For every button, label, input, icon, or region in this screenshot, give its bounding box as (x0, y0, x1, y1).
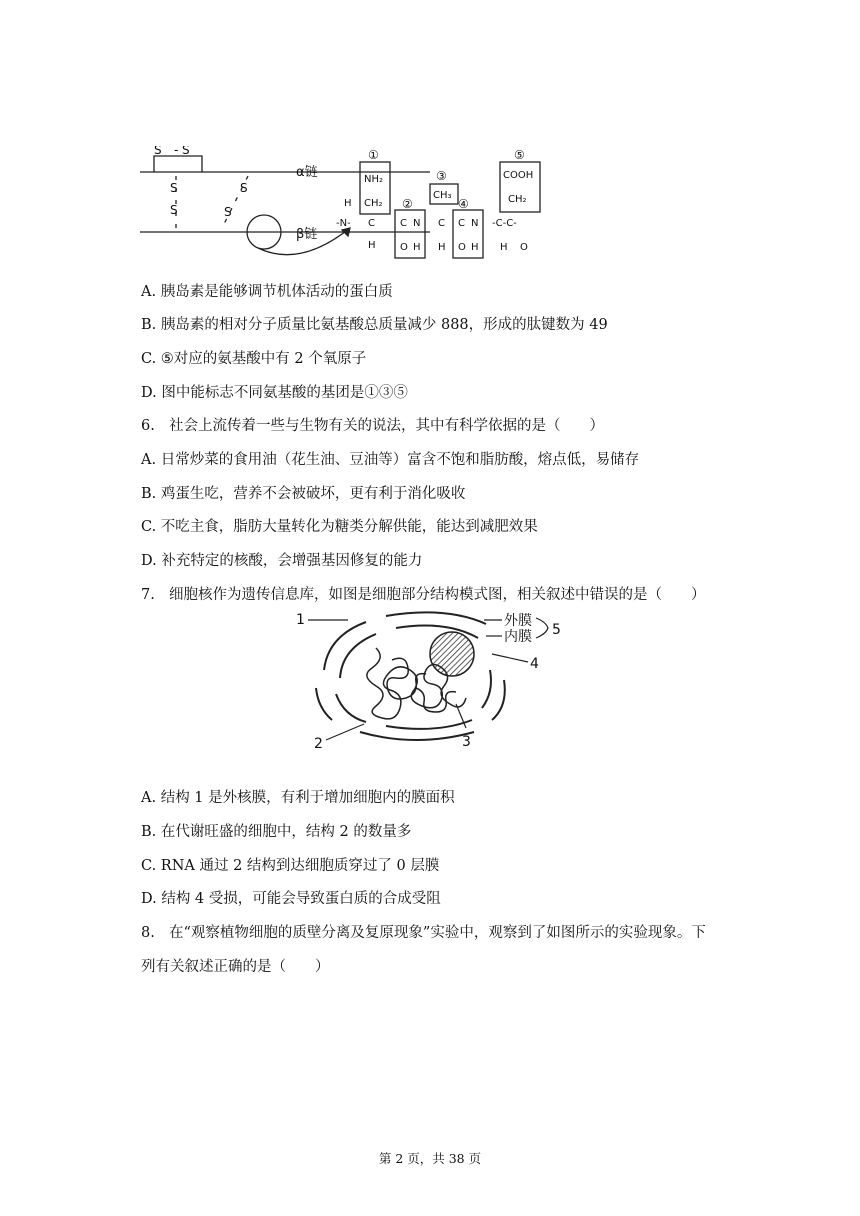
q5-option-a: A. 胰岛素是能够调节机体活动的蛋白质 (141, 284, 393, 300)
label-5: 5 (552, 622, 561, 638)
svg-text:N: N (471, 218, 479, 229)
marker-5: ⑤ (514, 148, 525, 162)
label-3: 3 (462, 734, 471, 750)
q8-stem-line2: 列有关叙述正确的是（ ） (141, 959, 330, 975)
svg-text:S: S (182, 146, 190, 157)
q7-number: 7. (141, 587, 155, 603)
q8-stem-line1: 在“观察植物细胞的质壁分离及复原现象”实验中，观察到了如图所示的实验现象。下 (169, 925, 706, 941)
marker-3: ③ (436, 169, 447, 183)
q8-number: 8. (141, 925, 155, 941)
svg-text:CH₂: CH₂ (508, 194, 527, 205)
outer-membrane-segment (324, 622, 366, 670)
svg-text:S: S (170, 203, 178, 217)
brace-5 (536, 618, 548, 638)
label-2: 2 (314, 736, 323, 750)
q7-stem (141, 585, 706, 605)
svg-text:COOH: COOH (503, 170, 534, 181)
s-label: S (154, 146, 162, 157)
svg-text:C: C (400, 218, 407, 229)
svg-text:H: H (344, 198, 352, 209)
q5-option-b: B. 胰岛素的相对分子质量比氨基酸总质量减少 888，形成的肽键数为 49 (141, 317, 608, 333)
beta-chain-label: β链 (296, 227, 318, 242)
marker-4: ④ (458, 197, 469, 211)
q6-option-b: B. 鸡蛋生吃，营养不会被破坏，更有利于消化吸收 (141, 486, 466, 502)
alpha-chain-label: α链 (296, 165, 318, 180)
svg-text:-C-C-: -C-C- (492, 218, 517, 229)
svg-text:CH₃: CH₃ (433, 190, 452, 201)
svg-text:CH₂: CH₂ (364, 198, 383, 209)
svg-text:H: H (500, 242, 508, 253)
q6-option-a: A. 日常炒菜的食用油（花生油、豆油等）富含不饱和脂肪酸，熔点低，易储存 (141, 452, 640, 468)
q7-option-b: B. 在代谢旺盛的细胞中，结构 2 的数量多 (141, 824, 412, 840)
q6-option-c: C. 不吃主食，脂肪大量转化为糖类分解供能，能达到减肥效果 (141, 519, 538, 535)
svg-text:-N-: -N- (336, 218, 351, 229)
svg-text:C: C (368, 218, 375, 229)
label-1: 1 (296, 612, 305, 628)
svg-text:S: S (170, 181, 178, 195)
svg-text:O: O (520, 242, 528, 253)
nucleus-figure (296, 608, 576, 750)
svg-text:H: H (471, 242, 479, 253)
q7-option-d: D. 结构 4 受损，可能会导致蛋白质的合成受阻 (141, 891, 441, 907)
insulin-structure-figure (140, 146, 550, 264)
marker-1: ① (368, 148, 379, 162)
svg-text:C: C (458, 218, 465, 229)
svg-text:H: H (368, 240, 376, 251)
q7-option-a: A. 结构 1 是外核膜，有利于增加细胞内的膜面积 (141, 790, 455, 806)
nucleolus (430, 632, 474, 676)
svg-text:NH₂: NH₂ (364, 174, 384, 185)
label-4: 4 (530, 656, 539, 672)
marker-2: ② (402, 197, 413, 211)
svg-text:S: S (240, 181, 248, 195)
q7-option-c: C. RNA 通过 2 结构到达细胞质穿过了 0 层膜 (141, 858, 440, 874)
inner-membrane-segment (340, 634, 376, 678)
svg-text:S: S (224, 205, 232, 219)
svg-text:-: - (174, 146, 179, 157)
q5-option-c: C. ⑤对应的氨基酸中有 2 个氧原子 (141, 351, 367, 367)
q6-stem (141, 416, 604, 436)
svg-text:H: H (413, 242, 421, 253)
svg-text:N: N (413, 218, 421, 229)
label-inner-membrane: 内膜 (504, 629, 532, 645)
q8-stem (141, 923, 706, 943)
svg-text:O: O (458, 242, 466, 253)
svg-text:O: O (400, 242, 408, 253)
q6-option-d: D. 补充特定的核酸，会增强基因修复的能力 (141, 553, 423, 569)
q7-stem-text: 细胞核作为遗传信息库，如图是细胞部分结构模式图，相关叙述中错误的是（ ） (169, 587, 706, 603)
svg-text:C: C (438, 218, 445, 229)
page-footer: 第 2 页，共 38 页 (378, 1151, 482, 1166)
label-outer-membrane: 外膜 (504, 613, 532, 629)
svg-text:H: H (438, 242, 446, 253)
q6-stem-text: 社会上流传着一些与生物有关的说法，其中有科学依据的是（ ） (169, 418, 604, 434)
q5-option-d: D. 图中能标志不同氨基酸的基团是①③⑤ (141, 385, 408, 401)
q6-number: 6. (141, 418, 155, 434)
disulfide-bridge-top (154, 156, 202, 172)
